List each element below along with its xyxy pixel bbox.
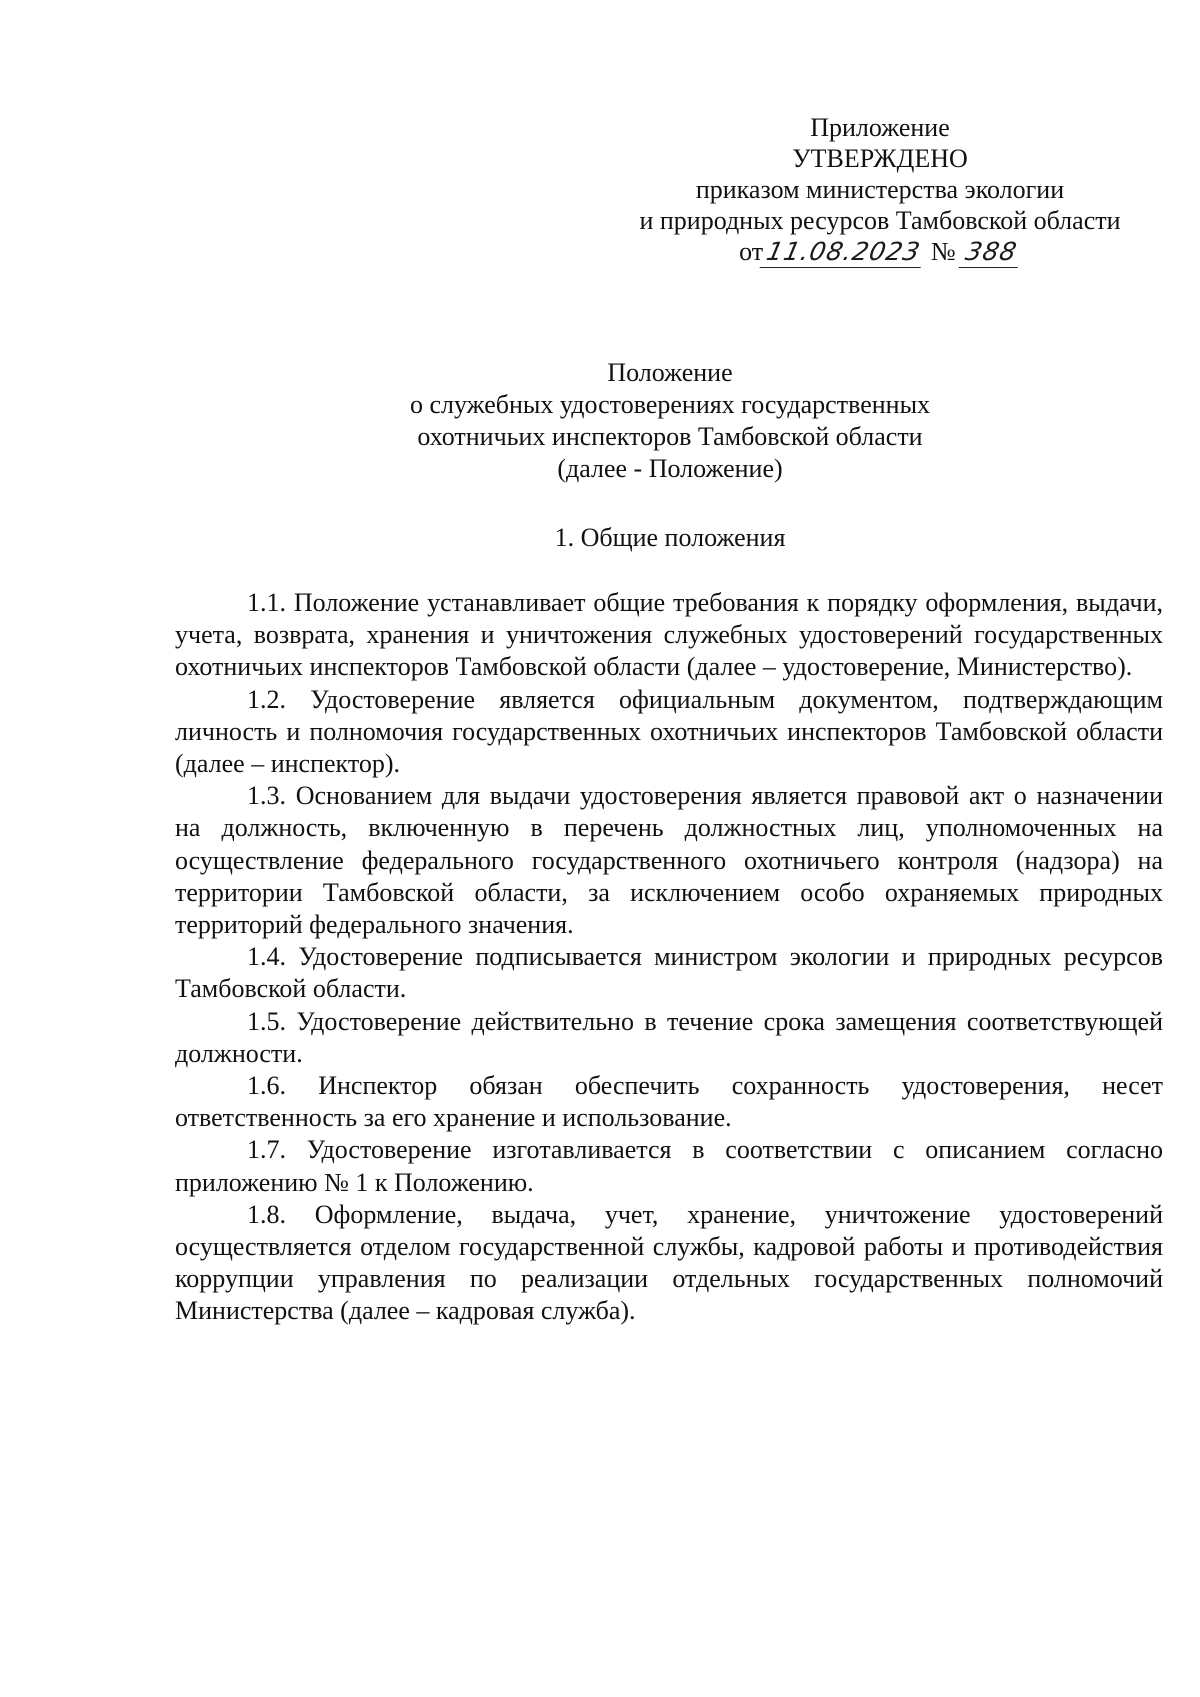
approval-block bbox=[600, 112, 1160, 268]
approval-appendix-label: Приложение bbox=[810, 113, 950, 142]
handwritten-number: 388 bbox=[959, 236, 1025, 268]
handwritten-date: 11.08.2023 bbox=[760, 236, 928, 268]
approval-date-line bbox=[600, 236, 1160, 268]
paragraph-1-8: 1.8. Оформление, выдача, учет, хранение, уничтожение удостоверений осуществляется отделом государственной службы, кадровой работы и противодействия коррупции управления по реализации отдельных государственных полномочий Министерства (далее – кадровая служба). bbox=[175, 1199, 1163, 1326]
paragraph-1-6: 1.6. Инспектор обязан обеспечить сохранность удостоверения, несет ответственность за его хранение и использование. bbox=[175, 1071, 1163, 1133]
title-line-3: охотничьих инспекторов Тамбовской области bbox=[417, 422, 923, 451]
document-title bbox=[300, 357, 1040, 485]
paragraph-1-2: 1.2. Удостоверение является официальным документом, подтверждающим личность и полномочия государственных охотничьих инспекторов Тамбовской области (далее – инспектор). bbox=[175, 684, 1163, 779]
paragraph-1-3: 1.3. Основанием для выдачи удостоверения является правовой акт о назначении на должность, включенную в перечень должностных лиц, уполномоченных на осуществление федерального государственного охотничьего контроля (надзора) на территории Тамбовской области, за исключением особо охраняемых природных территорий федерального значения. bbox=[175, 781, 1163, 940]
title-line-2: о служебных удостоверениях государственных bbox=[409, 390, 931, 419]
approval-order-line: приказом министерства экологии bbox=[695, 175, 1065, 204]
paragraph-1-1: 1.1. Положение устанавливает общие требования к порядку оформления, выдачи, учета, возврата, хранения и уничтожения служебных удостоверений государственных охотничьих инспекторов Тамбовской области (далее – удостоверение, Министерство). bbox=[175, 588, 1163, 682]
paragraph-1-7: 1.7. Удостоверение изготавливается в соответствии с описанием согласно приложению № 1 к Положению. bbox=[175, 1135, 1163, 1197]
title-line-1: Положение bbox=[607, 358, 733, 387]
paragraph-1-4: 1.4. Удостоверение подписывается министром экологии и природных ресурсов Тамбовской области. bbox=[175, 942, 1163, 1004]
date-prefix: от bbox=[739, 237, 764, 266]
approval-ministry-line: и природных ресурсов Тамбовской области bbox=[639, 206, 1121, 235]
section-heading: 1. Общие положения bbox=[554, 523, 786, 552]
approval-approved-label: УТВЕРЖДЕНО bbox=[792, 144, 968, 173]
title-line-4: (далее - Положение) bbox=[557, 454, 783, 483]
paragraph-1-5: 1.5. Удостоверение действительно в течение срока замещения соответствующей должности. bbox=[175, 1006, 1163, 1068]
body-text bbox=[175, 587, 1163, 1328]
number-sign: № bbox=[930, 237, 956, 266]
